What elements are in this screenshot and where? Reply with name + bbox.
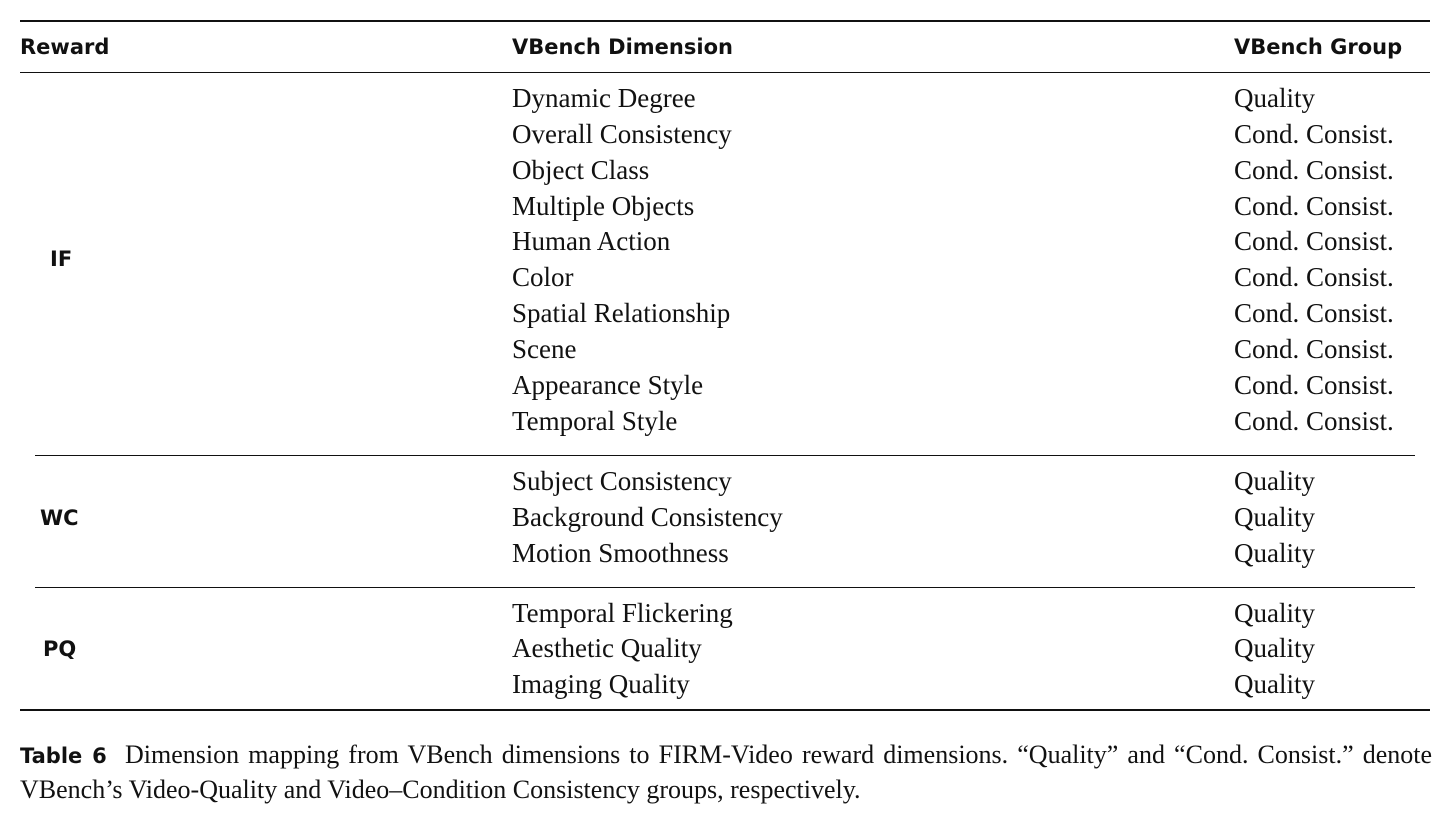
table-cell-dimension: Imaging Quality — [512, 669, 690, 699]
table-cell-group: Cond. Consist. — [1234, 298, 1394, 328]
table-cell-group: Cond. Consist. — [1234, 334, 1394, 364]
table-bottom-rule — [20, 709, 1430, 711]
table-cell-dimension: Motion Smoothness — [512, 538, 729, 568]
table-cell-dimension: Subject Consistency — [512, 466, 732, 496]
group-separator-rule — [35, 587, 1415, 588]
reward-label-pq: PQ — [43, 637, 77, 661]
table-cell-dimension: Appearance Style — [512, 370, 704, 400]
table-cell-group: Quality — [1234, 598, 1315, 628]
table-cell-group: Cond. Consist. — [1234, 406, 1394, 436]
caption-text: Dimension mapping from VBench dimensions to FIRM-Video reward dimensions. “Quality” and “Cond. Consist.” denote VBench’s Video-Quality and Video–Condition Consistency groups, respectively. — [20, 740, 1433, 804]
table-top-rule — [20, 20, 1430, 22]
table-cell-group: Quality — [1234, 538, 1315, 568]
table-cell-dimension: Human Action — [512, 226, 671, 256]
table-cell-dimension: Background Consistency — [512, 502, 783, 532]
table-cell-group: Quality — [1234, 466, 1315, 496]
group-separator-rule — [35, 455, 1415, 456]
header-vbench-dimension: VBench Dimension — [512, 35, 733, 59]
table-cell-group: Cond. Consist. — [1234, 370, 1394, 400]
table-cell-dimension: Color — [512, 262, 574, 292]
table-caption — [20, 738, 1432, 806]
table-cell-dimension: Scene — [512, 334, 577, 364]
table-cell-dimension: Dynamic Degree — [512, 83, 696, 113]
table-cell-dimension: Object Class — [512, 155, 650, 185]
table-header-rule — [20, 72, 1430, 73]
table-cell-group: Cond. Consist. — [1234, 119, 1394, 149]
table-cell-dimension: Temporal Flickering — [512, 598, 733, 628]
table-cell-group: Cond. Consist. — [1234, 155, 1394, 185]
table-cell-group: Quality — [1234, 502, 1315, 532]
table-cell-dimension: Spatial Relationship — [512, 298, 731, 328]
header-vbench-group: VBench Group — [1234, 35, 1403, 59]
table-cell-group: Quality — [1234, 669, 1315, 699]
table-cell-dimension: Overall Consistency — [512, 119, 732, 149]
reward-label-if: IF — [50, 247, 73, 271]
header-reward: Reward — [20, 35, 110, 59]
table-cell-group: Quality — [1234, 83, 1315, 113]
table-cell-dimension: Aesthetic Quality — [512, 633, 702, 663]
reward-label-wc: WC — [40, 506, 79, 530]
table-cell-group: Quality — [1234, 633, 1315, 663]
table-cell-group: Cond. Consist. — [1234, 191, 1394, 221]
table-cell-dimension: Multiple Objects — [512, 191, 695, 221]
caption-label: Table 6 — [20, 744, 107, 768]
table-cell-group: Cond. Consist. — [1234, 226, 1394, 256]
table-cell-dimension: Temporal Style — [512, 406, 678, 436]
table-cell-group: Cond. Consist. — [1234, 262, 1394, 292]
